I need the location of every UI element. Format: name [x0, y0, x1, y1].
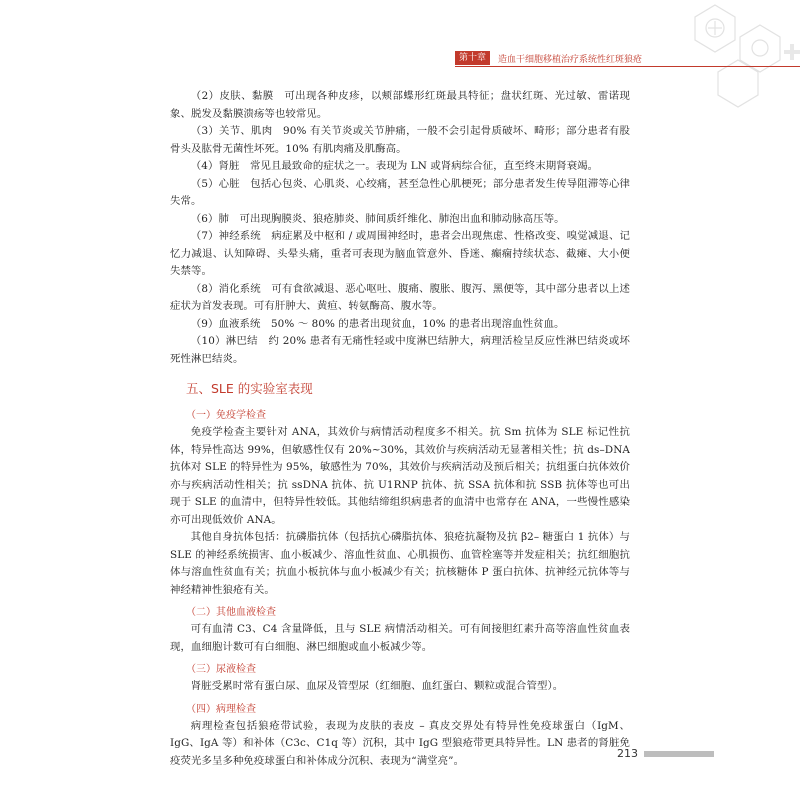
subsection-title-urine: （三）尿液检查: [186, 664, 256, 675]
paragraph-skin: （2）皮肤、黏膜 可出现各种皮疹，以颊部蝶形红斑最具特征；盘状红斑、光过敏、雷诺现象、脱发及黏膜溃疡等也较常见。: [170, 90, 630, 120]
paragraph-lymph: （10）淋巴结 约 20% 患者有无痛性轻或中度淋巴结肿大，病理活检呈反应性淋巴结炎或坏死性淋巴结炎。: [170, 335, 630, 365]
page-body: [170, 88, 630, 770]
paragraph-immunology-2: 其他自身抗体包括：抗磷脂抗体（包括抗心磷脂抗体、狼疮抗凝物及抗 β2– 糖蛋白 1 抗体）与 SLE 的神经系统损害、血小板减少、溶血性贫血、心肌损伤、血管栓塞等并发症相关；抗红细胞抗体与溶血性贫血有关；抗血小板抗体与血小板减少有关；抗核糖体 P 蛋白抗体、抗神经元抗体等与神经精神性狼疮有关。: [170, 531, 630, 596]
paragraph-blood-tests: 可有血清 C3、C4 含量降低，且与 SLE 病情活动相关。可有间接胆红素升高等溶血性贫血表现，血细胞计数可有白细胞、淋巴细胞或血小板减少等。: [170, 623, 630, 653]
paragraph-heart: （5）心脏 包括心包炎、心肌炎、心绞痛，甚至急性心肌梗死；部分患者发生传导阻滞等心律失常。: [170, 177, 630, 207]
paragraph-joints: （3）关节、肌肉 90% 有关节炎或关节肿痛，一般不会引起骨质破坏、畸形；部分患者有股骨头及肱骨无菌性坏死。10% 有肌肉痛及肌酶高。: [170, 125, 630, 155]
paragraph-pathology: 病理检查包括狼疮带试验，表现为皮肤的表皮 – 真皮交界处有特异性免疫球蛋白（IgM、IgG、IgA 等）和补体（C3c、C1q 等）沉积，其中 IgG 型狼疮带更具特异性。LN 患者的肾脏免疫荧光多呈多种免疫球蛋白和补体成分沉积、表现为“满堂亮”。: [170, 719, 630, 767]
chapter-title: 造血干细胞移植治疗系统性红斑狼疮: [498, 54, 643, 65]
paragraph-nervous: （7）神经系统 病症累及中枢和 / 或周围神经时，患者会出现焦虑、性格改变、嗅觉减退、记忆力减退、认知障碍、头晕头痛，重者可表现为脑血管意外、昏迷、癫痫持续状态、截瘫、大小便失禁等。: [170, 230, 630, 277]
footer-bar: [644, 751, 714, 757]
paragraph-kidney: （4）肾脏 常见且最致命的症状之一。表现为 LN 或肾病综合征，直至终末期肾衰竭。: [190, 160, 599, 172]
page-number: 213: [617, 747, 638, 760]
paragraph-immunology-1: 免疫学检查主要针对 ANA，其效价与病情活动程度多不相关。抗 Sm 抗体为 SLE 标记性抗体，特异性高达 99%，但敏感性仅有 20%~30%，其效价与疾病活动无显著相关性；抗 ds–DNA 抗体对 SLE 的特异性为 95%，敏感性为 70%，其效价与疾病活动及预后相关；抗组蛋白抗体效价亦与疾病活动性相关；抗 ssDNA 抗体、抗 U1RNP 抗体、抗 SSA 抗体和抗 SSB 抗体等也可出现于 SLE 的血清中，但特异性较低。其他结缔组织病患者的血清中也常存在 ANA，一些慢性感染亦可出现低效价 ANA。: [170, 426, 630, 526]
subsection-title-blood: （二）其他血液检查: [186, 607, 276, 618]
subsection-title-pathology: （四）病理检查: [186, 703, 256, 715]
hexagon-decoration: [620, 0, 800, 110]
chapter-label: 第十章: [455, 51, 490, 65]
paragraph-lung: （6）肺 可出现胸膜炎、狼疮肺炎、肺间质纤维化、肺泡出血和肺动脉高压等。: [190, 212, 565, 225]
header-rule: [455, 66, 800, 67]
section-title: 五、SLE 的实验室表现: [186, 381, 313, 396]
paragraph-blood: （9）血液系统 50% ～ 80% 的患者出现贫血，10% 的患者出现溶血性贫血。: [190, 317, 565, 330]
paragraph-digestive: （8）消化系统 可有食欲减退、恶心呕吐、腹痛、腹胀、腹泻、黑便等，其中部分患者以上述症状为首发表现。可有肝肿大、黄疸、转氨酶高、腹水等。: [170, 282, 630, 312]
page-footer: [617, 747, 714, 760]
subsection-title-immunology: （一）免疫学检查: [186, 410, 266, 421]
paragraph-urine: 肾脏受累时常有蛋白尿、血尿及管型尿（红细胞、血红蛋白、颗粒或混合管型）。: [190, 680, 564, 692]
running-header: [455, 50, 642, 66]
